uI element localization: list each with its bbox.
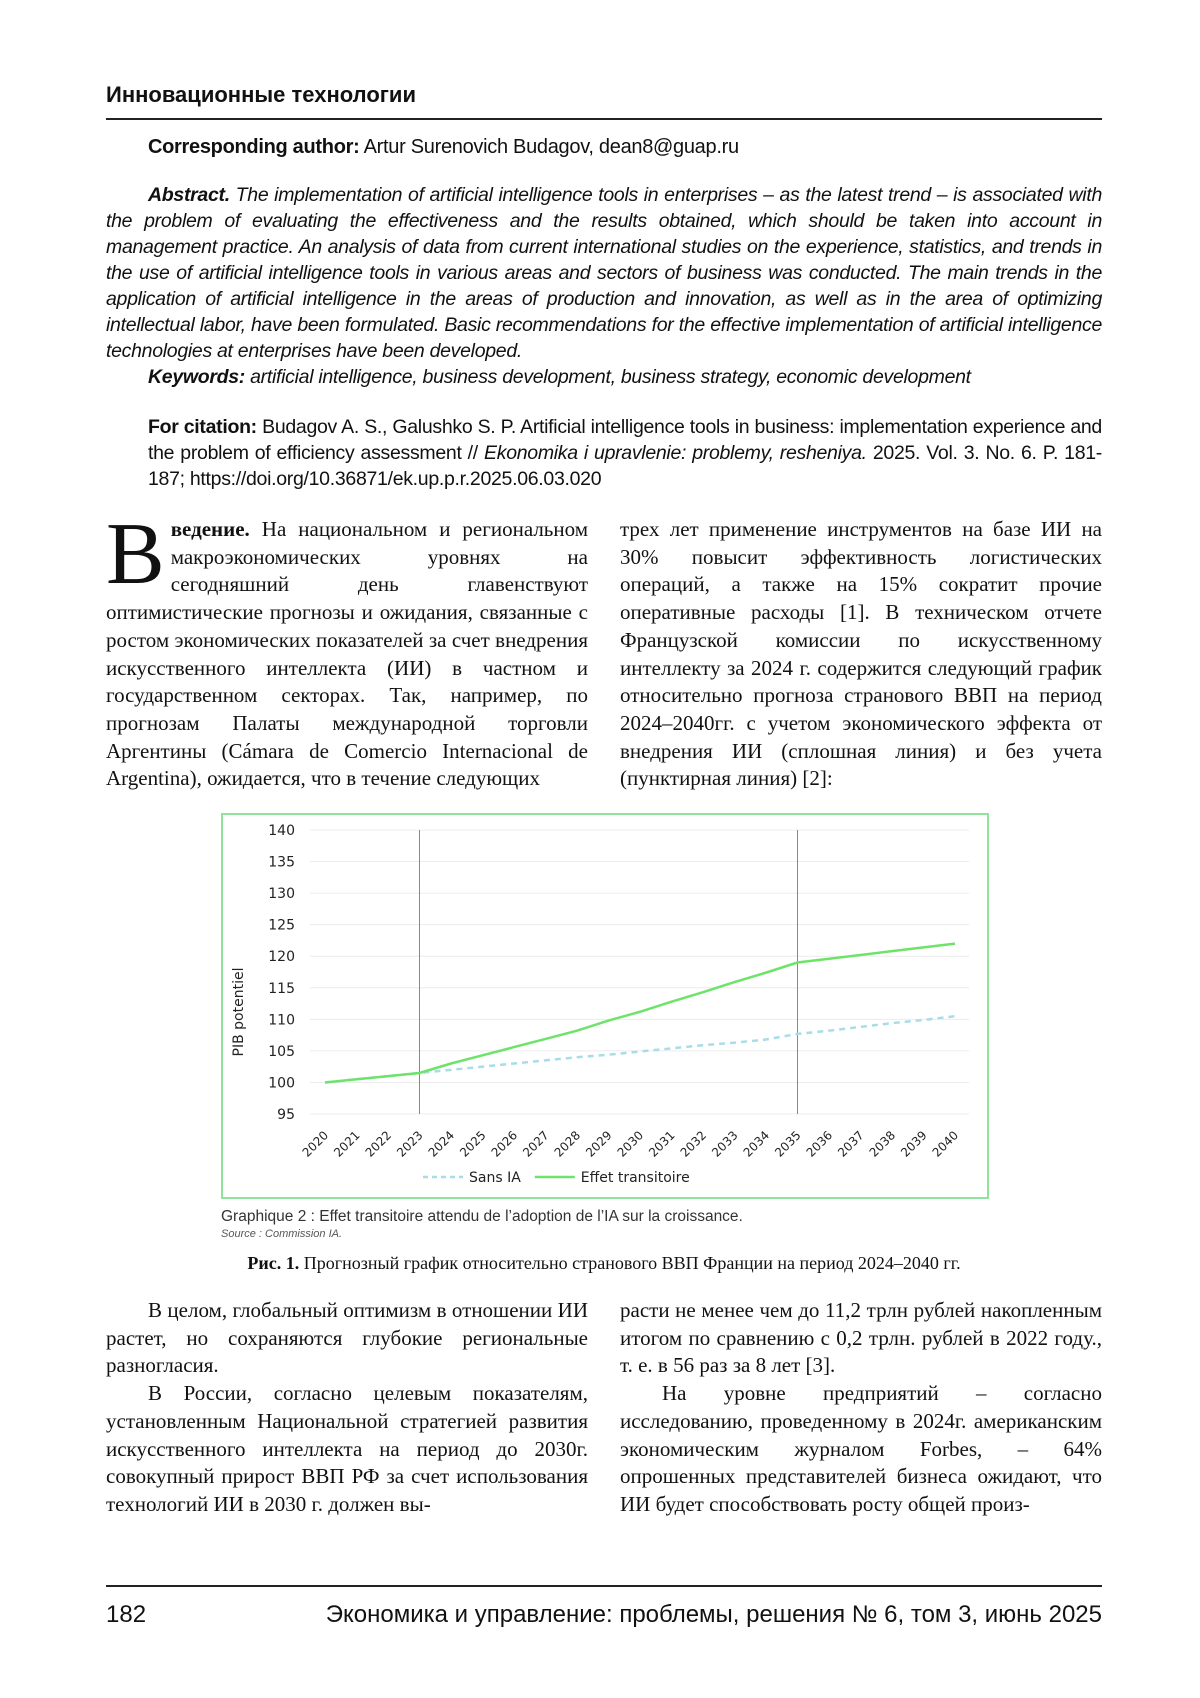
graph-source: Source : Commission IA. — [221, 1228, 343, 1241]
keywords-label: Keywords: — [148, 366, 245, 388]
keywords — [106, 364, 1102, 390]
citation-text: Budagov A. S., Galushko S. P. Artificial intelligence tools in business: implementation experience and the problem of efficiency assessment // — [148, 416, 1102, 464]
y-axis-label: PIB potentiel — [231, 967, 247, 1057]
keywords-text: artificial intelligence, business development, business strategy, economic development — [250, 366, 971, 388]
journal-title: Экономика и управление: проблемы, решения № 6, том 3, июнь 2025 — [325, 1601, 1102, 1628]
graph-caption: Graphique 2 : Effet transitoire attendu de l’adoption de l’IA sur la croissance. — [221, 1208, 743, 1226]
intro-left-column — [106, 506, 589, 793]
footer — [106, 1600, 1102, 1630]
x-tick-label: 2022 — [362, 1128, 395, 1160]
citation-label: For citation: — [148, 416, 257, 438]
line-chart — [223, 815, 987, 1197]
y-tick-label: 110 — [268, 1012, 295, 1029]
figure-caption — [106, 1251, 1102, 1275]
x-tick-label: 2028 — [551, 1128, 584, 1160]
x-tick-label: 2033 — [709, 1128, 741, 1160]
paragraph: В России, согласно целевым показателям, установленным Национальной стратегией развития искусственного интеллекта на период до 2030г. совокупный прирост ВВП РФ за счет использования технологий ИИ в 2030 г. должен вы- — [106, 1381, 588, 1516]
abstract-text: The implementation of artificial intelligence tools in enterprises – as the latest trend – is associated with the problem of evaluating the effectiveness and the results obtained, which should be taken into account in management practice. An analysis of data from current international studies on the experience, statistics, and trends in the use of artificial intelligence tools in various areas and sectors of business was conducted. The main trends in the application of artificial intelligence in the areas of production and innovation, as well as in the area of optimizing intellectual labor, have been formulated. Basic recommendations for the effective implementation of artificial intelligence technologies at enterprises have been developed. — [106, 184, 1102, 362]
x-tick-label: 2035 — [772, 1128, 804, 1160]
intro-left-text: На национальном и региональном макроэкономических уровнях на сегодняшний день главенствуют оптимистические прогнозы и ожидания, связанные с ростом экономических показателей за счет внедрения искусственного интеллекта (ИИ) в частном и государственном секторах. Так, например, по прогнозам Палаты международной торговли Аргентины (Cámara de Comercio Internacional de Argentina), ожидается, что в течение следующих — [106, 517, 589, 791]
abstract-label: Abstract. — [148, 184, 230, 206]
citation-details: 2025. Vol. 3. No. 6. P. 181-187; https://doi.org/10.36871/ek.up.p.r.2025.06.03.020 — [148, 442, 1102, 490]
x-tick-label: 2026 — [488, 1128, 521, 1160]
abstract — [106, 182, 1102, 364]
paragraph: На уровне предприятий – согласно исследованию, проведенному в 2024г. американским экономическим журналом Forbes, – 64% опрошенных представителей бизнеса ожидают, что ИИ будет способствовать росту общей произ- — [620, 1381, 1102, 1516]
x-tick-label: 2027 — [520, 1128, 552, 1160]
paragraph: расти не менее чем до 11,2 трлн рублей накопленным итогом по сравнению с 0,2 трлн. рублей в 2022 году., т. е. в 56 раз за 8 лет [3]. — [620, 1298, 1102, 1378]
y-tick-label: 95 — [277, 1107, 295, 1124]
y-tick-label: 140 — [268, 823, 295, 840]
y-tick-label: 115 — [268, 980, 295, 997]
page-number: 182 — [106, 1601, 147, 1628]
x-tick-label: 2024 — [425, 1128, 458, 1160]
footer-rule — [106, 1585, 1102, 1587]
x-tick-label: 2021 — [331, 1128, 363, 1160]
drop-cap: В — [106, 506, 165, 603]
x-tick-label: 2034 — [740, 1128, 773, 1160]
x-tick-label: 2040 — [929, 1128, 962, 1160]
y-tick-label: 130 — [268, 886, 295, 903]
x-tick-label: 2020 — [299, 1128, 332, 1160]
citation-journal: Ekonomika i upravlenie: problemy, resheniya. — [484, 442, 867, 464]
y-tick-label: 100 — [268, 1075, 295, 1092]
section-header: Инновационные технологии — [106, 82, 416, 107]
legend-label: Sans IA — [469, 1170, 521, 1187]
intro-right-column — [620, 516, 1102, 793]
x-tick-label: 2039 — [898, 1128, 930, 1160]
body-right-column — [620, 1297, 1102, 1519]
x-tick-label: 2037 — [835, 1128, 867, 1160]
x-tick-label: 2032 — [677, 1128, 710, 1160]
y-tick-label: 120 — [268, 949, 295, 966]
x-tick-label: 2025 — [457, 1128, 489, 1160]
x-tick-label: 2031 — [646, 1128, 678, 1160]
corresponding-author — [106, 134, 1102, 160]
citation — [106, 414, 1102, 492]
x-tick-label: 2030 — [614, 1128, 647, 1160]
x-tick-label: 2036 — [803, 1128, 836, 1160]
figure-text: Прогнозный график относительно странового ВВП Франции на период 2024–2040 гг. — [303, 1253, 961, 1274]
intro-columns — [106, 506, 1102, 793]
paragraph: В целом, глобальный оптимизм в отношении ИИ растет, но сохраняются глубокие региональные разногласия. — [106, 1298, 588, 1378]
corresponding-label: Corresponding author: — [148, 136, 360, 158]
body-left-column — [106, 1297, 588, 1519]
x-tick-label: 2029 — [583, 1128, 615, 1160]
body-columns — [106, 1297, 1102, 1519]
y-tick-label: 125 — [268, 917, 295, 934]
x-tick-label: 2023 — [394, 1128, 426, 1160]
legend-label: Effet transitoire — [580, 1170, 690, 1187]
x-tick-label: 2038 — [866, 1128, 899, 1160]
header-rule — [106, 118, 1102, 120]
chart-figure — [221, 813, 989, 1241]
y-tick-label: 135 — [268, 854, 295, 871]
corresponding-text: Artur Surenovich Budagov, dean8@guap.ru — [363, 136, 739, 158]
y-tick-label: 105 — [268, 1043, 295, 1060]
figure-label: Рис. 1. — [247, 1253, 300, 1274]
intro-right-text: трех лет применение инструментов на базе ИИ на 30% повысит эффективность логистических операций, а также на 15% сократит прочие оперативные расходы [1]. В техническом отчете Французской комиссии по искусственному интеллекту за 2024 г. содержится следующий график относительно прогноза странового ВВП на период 2024–2040гг. с учетом экономического эффекта от внедрения ИИ (сплошная линия) и без учета (пунктирная линия) [2]: — [620, 517, 1102, 791]
chart-frame — [221, 813, 989, 1199]
intro-heading: ведение. — [170, 517, 250, 541]
